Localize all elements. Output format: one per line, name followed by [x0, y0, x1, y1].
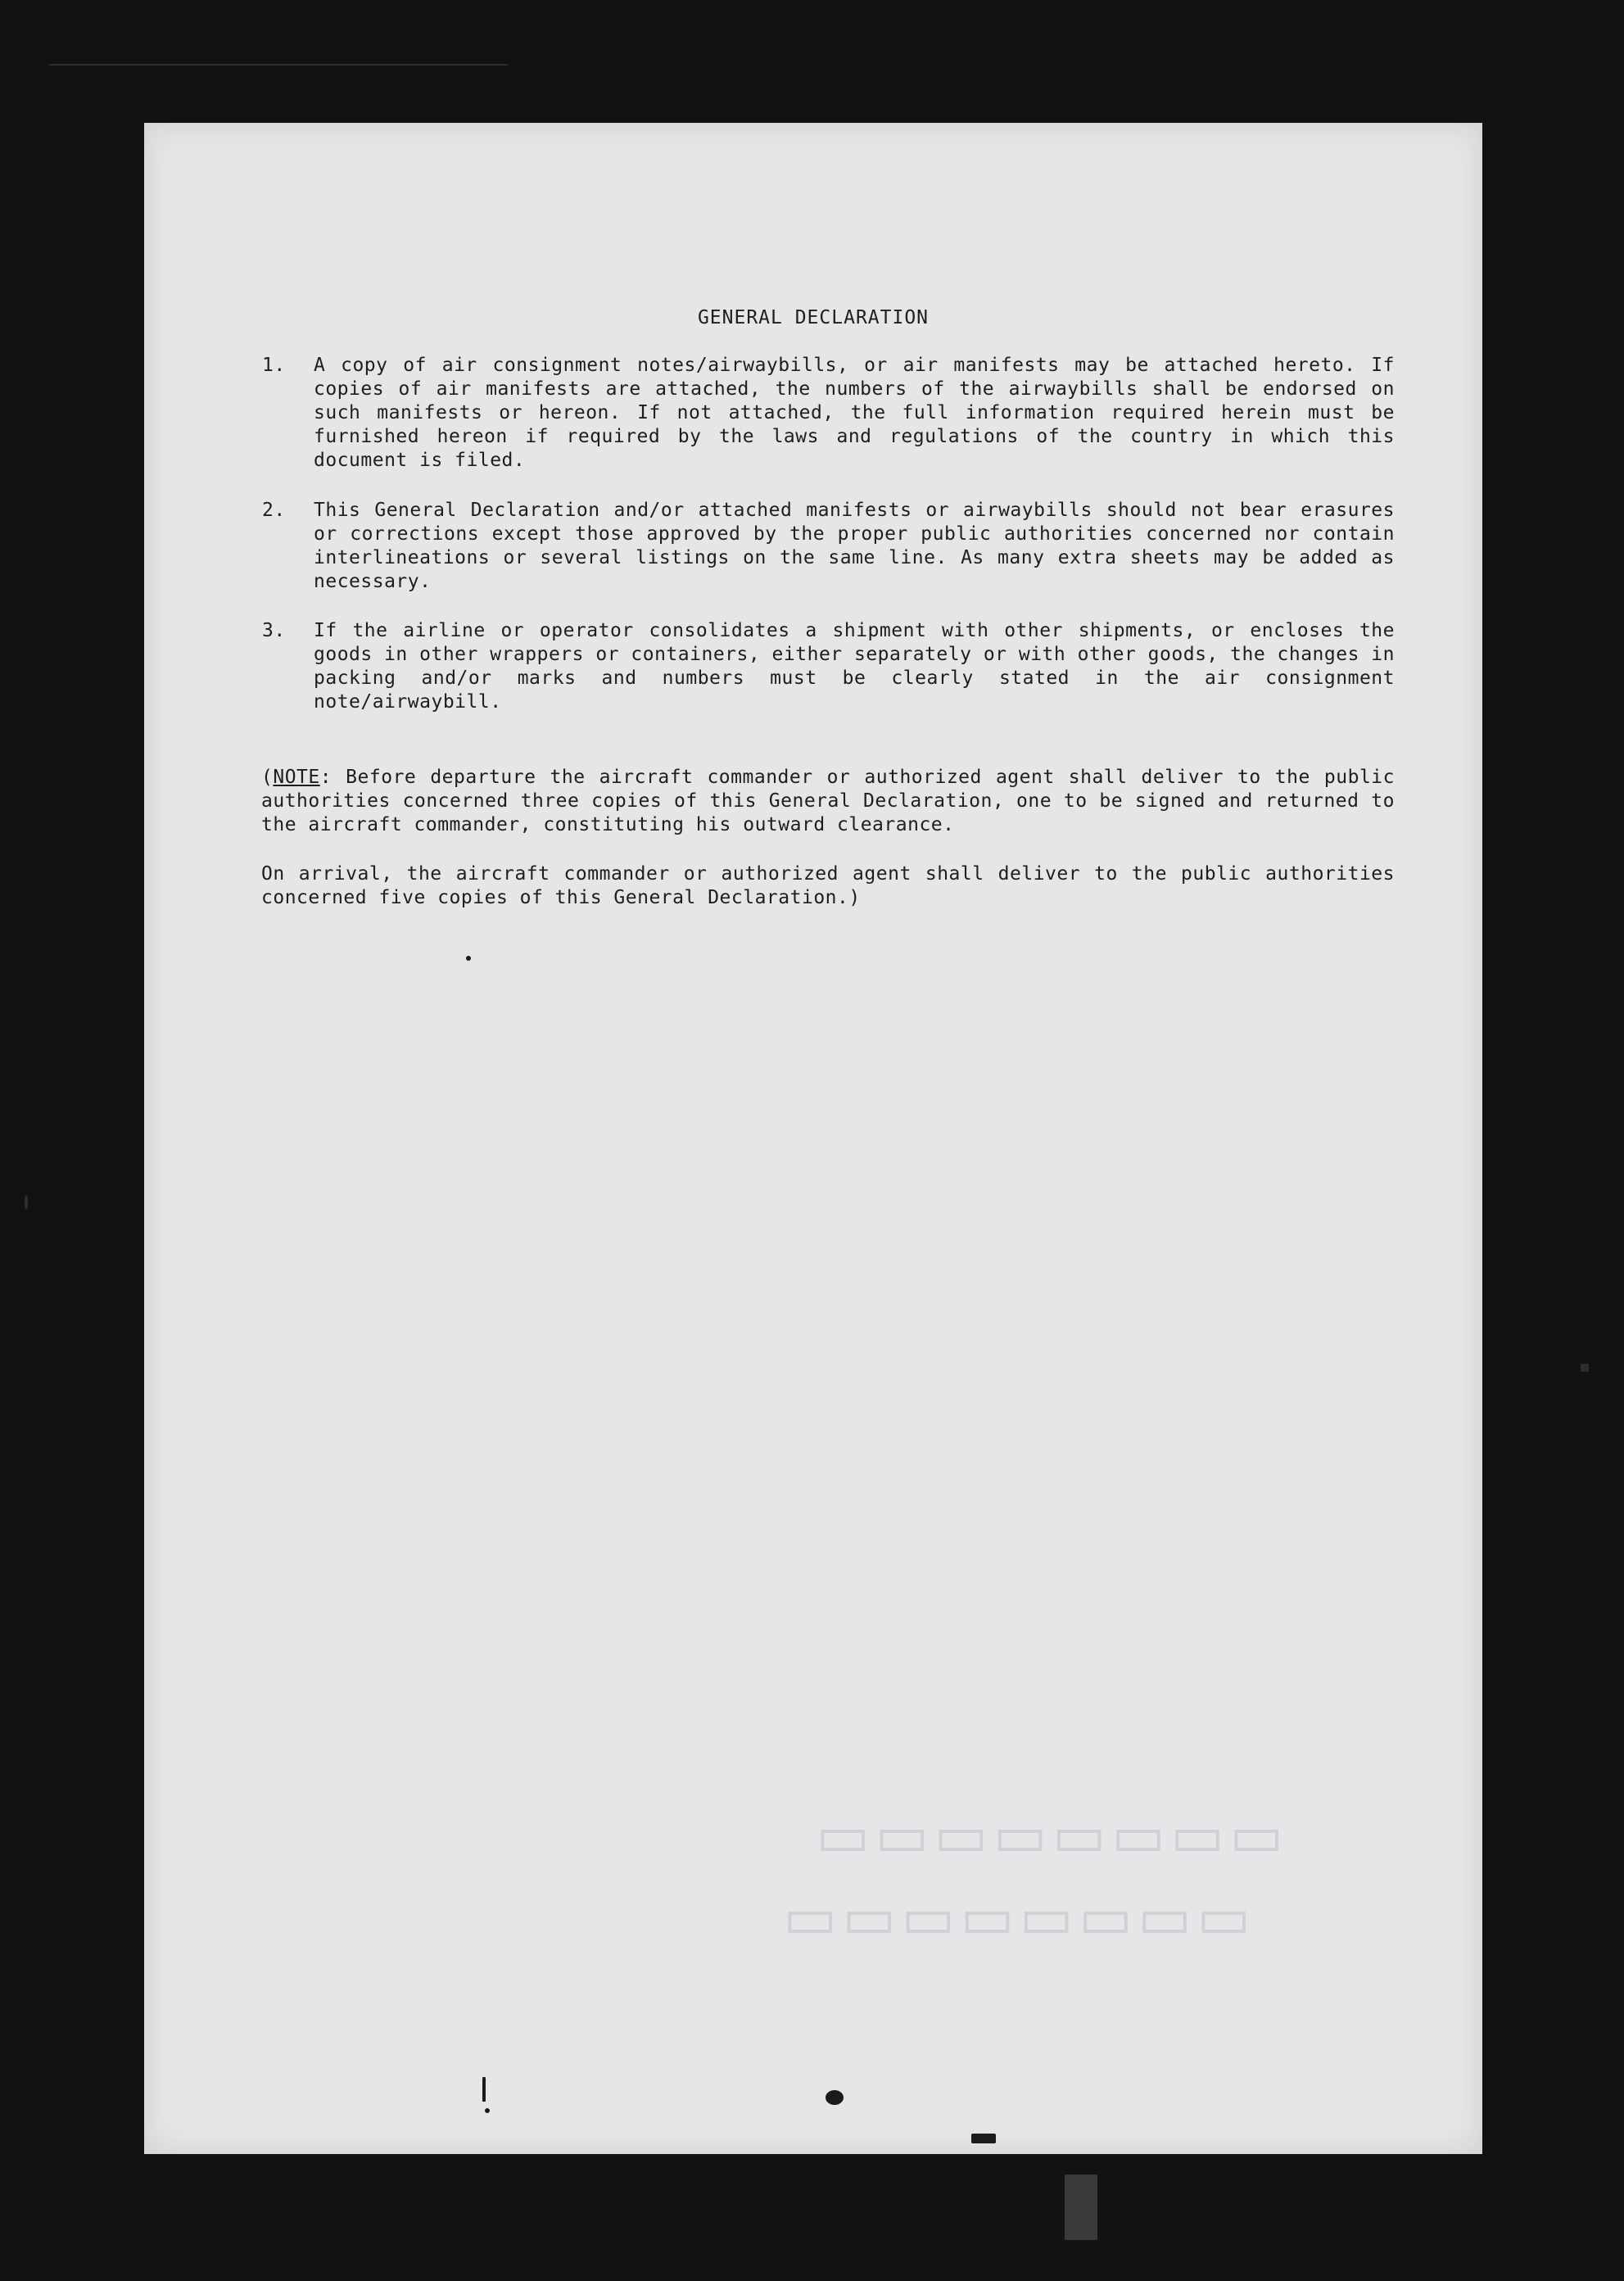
item-text: If the airline or operator consolidates a shipment with other shipments, or encloses the goods in other wrappers or containers, either separately or with other goods, the changes in packing and/or marks and numbers must be clearly stated in the air consignment note/airwaybill.: [314, 620, 1395, 713]
item-text: This General Declaration and/or attached manifests or airwaybills should not bear erasures or corrections except those approved by the proper public authorities concerned nor contain interlineations or several listings on the same line. As many extra sheets may be added as necessary.: [314, 500, 1395, 592]
scan-speck: [482, 2077, 486, 2102]
scan-edge-mark: [25, 1196, 28, 1209]
bleed-through-mark: ▭▭▭▭▭▭▭▭: [783, 1884, 1256, 1951]
note-label: NOTE: [273, 767, 320, 788]
scan-edge-mark: [1065, 2175, 1097, 2240]
scan-speck: [466, 956, 471, 961]
scan-speck: [826, 2090, 844, 2105]
note-paragraph: [261, 766, 1395, 837]
note-colon: :: [319, 767, 332, 788]
scan-edge-mark: [1581, 1364, 1589, 1372]
item-number: 3.: [262, 620, 286, 641]
bleed-through-mark: ▭▭▭▭▭▭▭▭: [816, 1802, 1289, 1869]
page-title: GENERAL DECLARATION: [697, 307, 930, 328]
scan-speck: [971, 2134, 996, 2143]
document-page: [144, 123, 1482, 2154]
item-text: A copy of air consignment notes/airwaybills, or air manifests may be attached hereto. If copies of air manifests are attached, the numbers of the airwaybills shall be endorsed on such manifests or hereon. If not attached, the full information required herein must be furnished hereon if required by the laws and regulations of the country in which this document is filed.: [314, 355, 1395, 471]
item-number: 2.: [262, 500, 286, 521]
arrival-paragraph: On arrival, the aircraft commander or authorized agent shall deliver to the public authorities concerned five copies of this General Declaration.): [261, 863, 1395, 908]
scan-speck: [485, 2108, 490, 2113]
note-open-paren: (: [261, 767, 274, 788]
note-text: Before departure the aircraft commander or authorized agent shall deliver to the public authorities concerned three copies of this General Declaration, one to be signed and returned to the aircraft commander, constituting his outward clearance.: [261, 767, 1395, 835]
item-number: 1.: [262, 355, 286, 376]
scan-edge-mark: [49, 64, 508, 66]
